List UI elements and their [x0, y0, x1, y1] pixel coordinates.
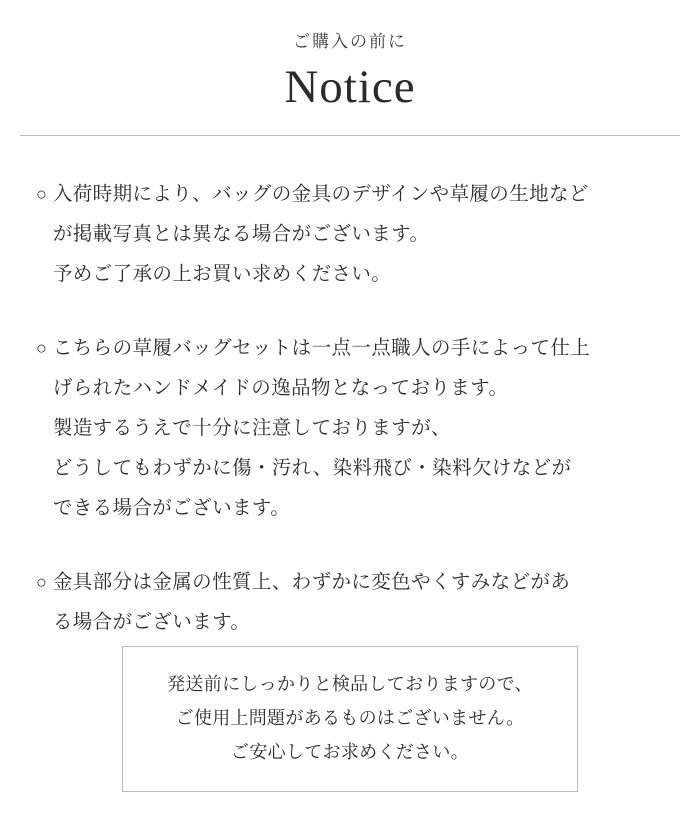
- note-line: が掲載写真とは異なる場合がございます。: [52, 222, 430, 245]
- callout-line: ご安心してお求めください。: [231, 742, 469, 762]
- list-item: [36, 328, 666, 528]
- note-text: [53, 174, 666, 294]
- notice-list: [0, 174, 700, 642]
- page-header: [0, 0, 700, 117]
- note-text: [53, 562, 666, 642]
- note-line: 製造するうえで十分に注意しておりますが、: [52, 416, 451, 439]
- callout-container: [0, 646, 700, 792]
- page-title: Notice: [284, 60, 416, 113]
- note-line: げられたハンドメイドの逸品物となっております。: [52, 376, 509, 399]
- note-line: 金具部分は金属の性質上、わずかに変色やくすみなどがあ: [52, 570, 571, 593]
- assurance-box: [122, 646, 578, 792]
- note-line: 入荷時期により、バッグの金具のデザインや草履の生地など: [52, 182, 589, 205]
- bullet-icon: ○: [36, 337, 47, 358]
- note-line: る場合がございます。: [52, 610, 251, 633]
- list-item: [36, 174, 666, 294]
- list-item: [36, 562, 666, 642]
- note-line: できる場合がございます。: [52, 496, 291, 519]
- note-text: [53, 328, 666, 528]
- note-line: どうしてもわずかに傷・汚れ、染料飛び・染料欠けなどが: [52, 456, 572, 479]
- header-divider: [20, 135, 680, 136]
- note-line: 予めご了承の上お買い求めください。: [52, 262, 392, 285]
- callout-line: 発送前にしっかりと検品しておりますので、: [167, 674, 533, 694]
- header-subtitle: ご購入の前に: [293, 32, 407, 51]
- callout-line: ご使用上問題があるものはございません。: [175, 708, 525, 728]
- bullet-icon: ○: [36, 571, 47, 592]
- bullet-icon: ○: [36, 183, 47, 204]
- note-line: こちらの草履バッグセットは一点一点職人の手によって仕上: [52, 336, 591, 359]
